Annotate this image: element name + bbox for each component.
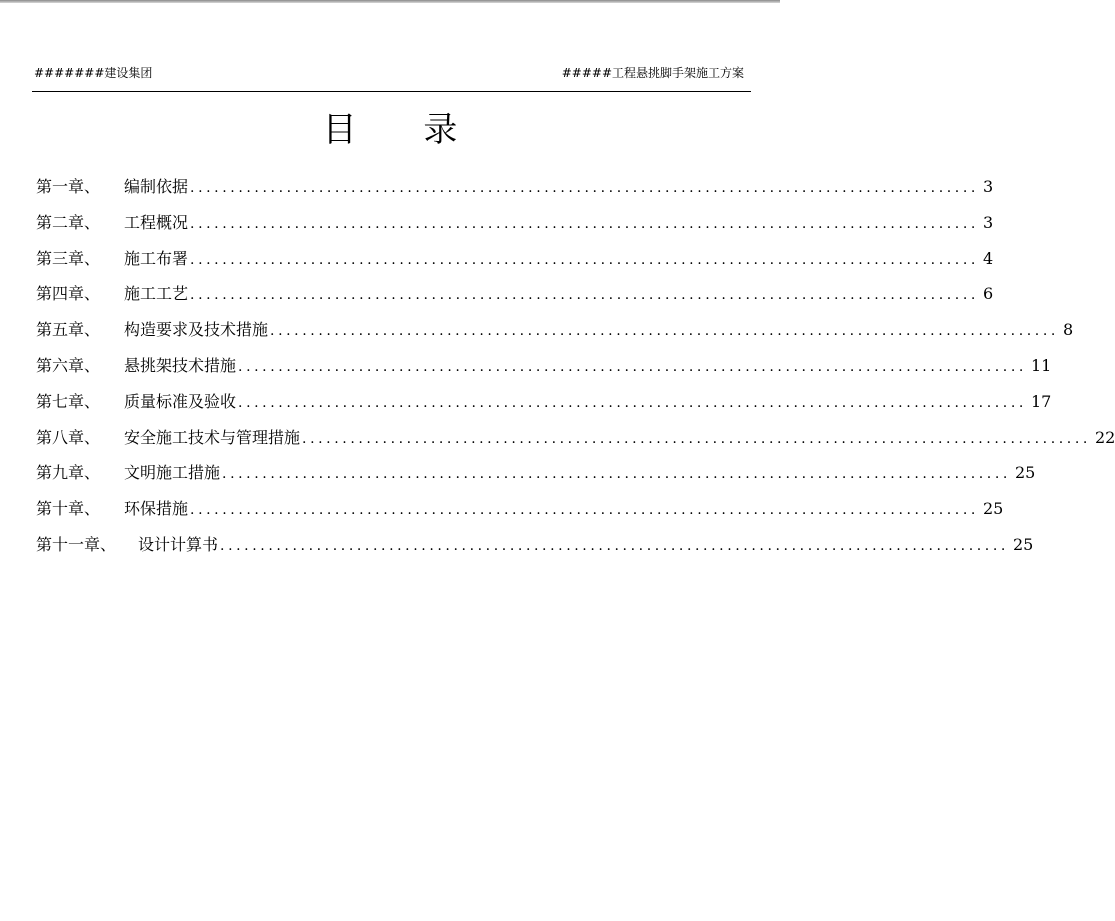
toc-chapter-title: 施工工艺 [124, 284, 189, 304]
toc-page-number: 8 [1062, 320, 1074, 340]
toc-chapter-number: 第九章、 [36, 463, 101, 483]
toc-chapter-title: 构造要求及技术措施 [124, 320, 269, 340]
table-of-contents [36, 171, 1115, 565]
toc-chapter-number: 第八章、 [36, 427, 101, 447]
toc-entry[interactable] [36, 422, 1115, 458]
toc-leader-dots: .................................................................................................. [190, 251, 979, 268]
toc-chapter-title: 设计计算书 [138, 534, 219, 554]
toc-chapter-number: 第十章、 [36, 499, 101, 519]
toc-leader-dots: .................................................................................................. [222, 466, 1011, 483]
toc-leader-dots: .................................................................................................. [238, 358, 1027, 375]
toc-page-number: 22 [1094, 427, 1115, 447]
toc-page-number: 3 [982, 177, 994, 196]
toc-entry[interactable] [36, 457, 1036, 493]
toc-entry[interactable] [36, 314, 1074, 350]
toc-chapter-title: 工程概况 [124, 212, 189, 232]
toc-entry[interactable] [36, 350, 1052, 386]
toc-chapter-title: 质量标准及验收 [124, 391, 237, 411]
toc-chapter-number: 第十一章、 [36, 534, 117, 554]
toc-entry[interactable] [36, 529, 1034, 565]
page-header [32, 64, 750, 82]
header-divider [32, 91, 751, 92]
toc-leader-dots: .................................................................................................. [190, 502, 979, 519]
toc-chapter-number: 第二章、 [36, 212, 101, 232]
toc-entry[interactable] [36, 207, 994, 243]
toc-page-number: 25 [982, 499, 1004, 519]
page-title: 目 录 [322, 110, 486, 150]
toc-chapter-number: 第六章、 [36, 355, 101, 375]
toc-entry[interactable] [36, 243, 994, 279]
toc-chapter-number: 第五章、 [36, 320, 101, 340]
toc-chapter-title: 环保措施 [124, 499, 189, 519]
toc-chapter-title: 编制依据 [124, 177, 189, 196]
toc-chapter-title: 安全施工技术与管理措施 [124, 427, 301, 447]
toc-leader-dots: .................................................................................................. [190, 215, 979, 232]
toc-page-number: 4 [982, 248, 994, 268]
toc-chapter-title: 文明施工措施 [124, 463, 221, 483]
toc-entry[interactable] [36, 493, 1004, 529]
toc-leader-dots: .................................................................................................. [238, 394, 1027, 411]
toc-leader-dots: .................................................................................................. [220, 537, 1009, 554]
toc-leader-dots: .................................................................................................. [302, 430, 1091, 447]
toc-chapter-title: 施工布署 [124, 248, 189, 268]
toc-leader-dots: .................................................................................................. [190, 180, 979, 196]
toc-chapter-title: 悬挑架技术措施 [124, 355, 237, 375]
toc-page-number: 6 [982, 284, 994, 304]
toc-page-number: 3 [982, 212, 994, 232]
toc-chapter-number: 第七章、 [36, 391, 101, 411]
toc-chapter-number: 第三章、 [36, 248, 101, 268]
toc-page-number: 25 [1014, 463, 1036, 483]
header-document-title: #####工程悬挑脚手架施工方案 [561, 66, 744, 80]
toc-chapter-number: 第四章、 [36, 284, 101, 304]
toc-page-number: 25 [1012, 534, 1034, 554]
toc-entry[interactable] [36, 386, 1052, 422]
toc-page-number: 17 [1030, 391, 1052, 411]
toc-leader-dots: .................................................................................................. [270, 323, 1059, 340]
toc-page-number: 11 [1030, 355, 1052, 375]
toc-entry[interactable] [36, 171, 994, 207]
window-top-edge [0, 0, 780, 3]
toc-leader-dots: .................................................................................................. [190, 287, 979, 304]
toc-entry[interactable] [36, 278, 994, 314]
header-company: #######建设集团 [34, 66, 153, 80]
toc-chapter-number: 第一章、 [36, 177, 101, 196]
